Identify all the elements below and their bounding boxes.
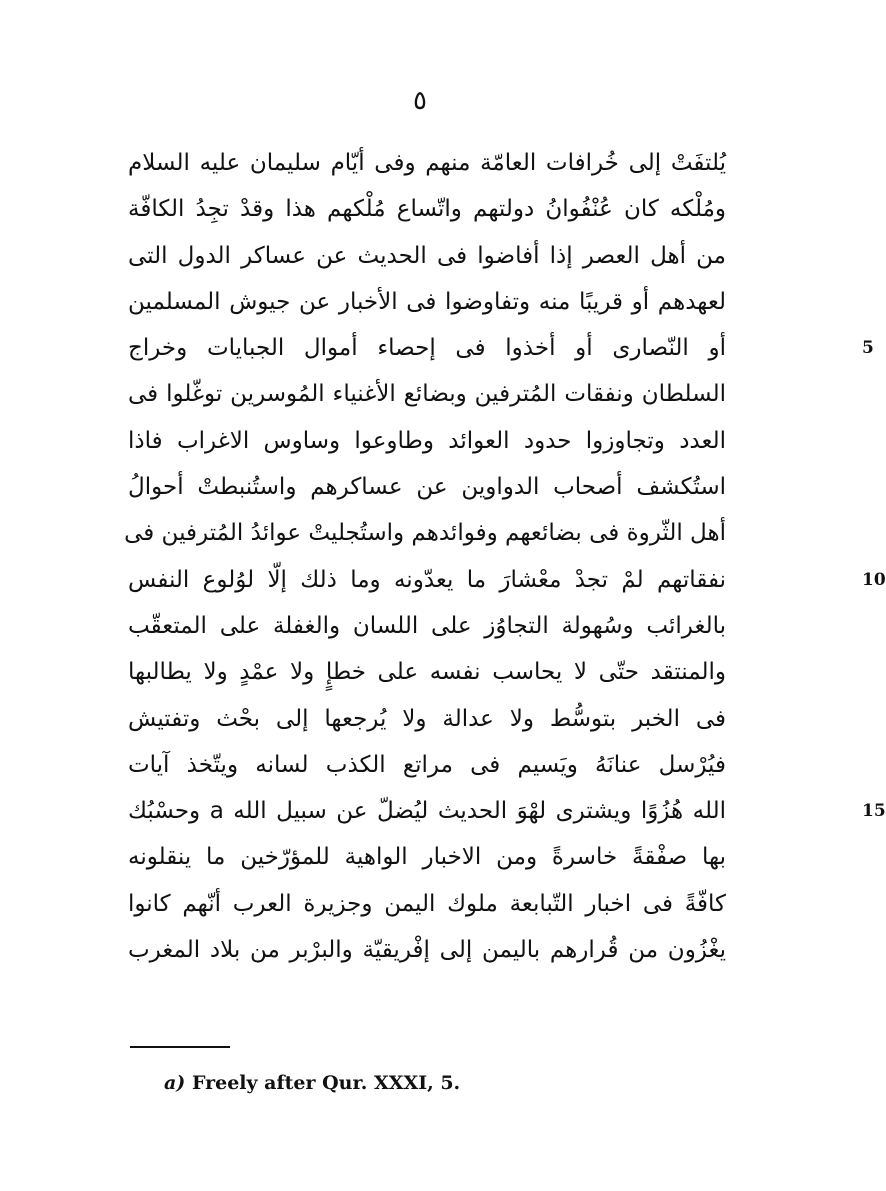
line-text: لعهدهم أو قريبًا منه وتفاوضوا فى الأخبار عن جيوش المسلمين [128, 288, 726, 315]
footnote-mark: a) [164, 1072, 186, 1094]
line-text: أهل الثّروة فى بضائعهم وفوائدهم واستُجليتْ عوائدُ المُترفين فى [124, 520, 726, 547]
text-line [128, 742, 726, 788]
text-line [128, 834, 726, 880]
line-text: والمنتقد حتّى لا يحاسب نفسه على خطإٍ ولا عمْدٍ ولا يطالبها [128, 659, 726, 686]
footnote-text: Freely after Qur. XXXI, 5. [191, 1072, 461, 1094]
line-text: استُكشف أصحاب الدواوين عن عساكرهم واستُنبطتْ أحوالُ [128, 474, 726, 501]
text-line [128, 603, 726, 649]
text-line [128, 927, 726, 973]
text-line [128, 557, 886, 603]
footnote-divider [130, 1046, 230, 1048]
text-line [128, 464, 726, 510]
line-text: الله هُزُوًا ويشترى لهْوَ الحديث ليُضلّ عن سبيل الله a وحسْبُك [128, 798, 726, 825]
text-line [128, 186, 726, 232]
text-line [128, 371, 726, 417]
line-text: ومُلْكه كان عُنْفُوانُ دولتهم واتّساع مُلْكهم هذا وقدْ تجِدُ الكافّة [128, 196, 726, 223]
text-line [124, 510, 726, 556]
line-text: فى الخبر بتوسُّط ولا عدالة ولا يُرجعها إلى بحْث وتفتيش [128, 705, 726, 732]
line-number: 15 [862, 801, 886, 822]
arabic-text-block [124, 140, 886, 973]
text-line [128, 788, 886, 834]
line-text: كافّةً فى اخبار التّبابعة ملوك اليمن وجزيرة العرب أنّهم كانوا [128, 890, 726, 917]
text-line [128, 649, 726, 695]
line-text: أو النّصارى أو أخذوا فى إحصاء أموال الجبايات وخراج [128, 335, 726, 362]
text-line [128, 233, 726, 279]
text-line [128, 881, 726, 927]
footnote [164, 1072, 460, 1094]
text-line [128, 696, 726, 742]
text-line [128, 418, 726, 464]
line-text: نفقاتهم لمْ تجدْ معْشارَ ما يعدّونه وما ذلك إلّا لوُلوع النفس [128, 566, 726, 593]
text-line [128, 279, 726, 325]
text-line [128, 325, 874, 371]
line-text: فيُرْسل عنانَهُ ويَسيم فى مراتع الكذب لسانه ويتّخذ آيات [128, 751, 726, 778]
text-line [128, 140, 726, 186]
line-number: 5 [862, 338, 874, 359]
line-text: العدد وتجاوزوا حدود العوائد وطاوعوا وساوس الاغراب فاذا [128, 427, 726, 454]
line-text: يغْزُون من قُرارهم باليمن إلى إفْريقيّة والبرْبر من بلاد المغرب [128, 937, 726, 964]
line-text: بها صفْقةً خاسرةً ومن الاخبار الواهية للمؤرّخين ما ينقلونه [128, 844, 726, 871]
line-number: 10 [862, 569, 886, 590]
line-text: يُلتفَتْ إلى خُرافات العامّة منهم وفى أيّام سليمان عليه السلام [128, 150, 726, 176]
line-text: بالغرائب وسُهولة التجاوُز على اللسان والغفلة على المتعقّب [128, 612, 726, 639]
line-text: من أهل العصر إذا أفاضوا فى الحديث عن عساكر الدول التى [128, 242, 726, 269]
line-text: السلطان ونفقات المُترفين وبضائع الأغنياء المُوسرين توغّلوا فى [128, 381, 726, 408]
page-number: ٥ [413, 86, 427, 116]
